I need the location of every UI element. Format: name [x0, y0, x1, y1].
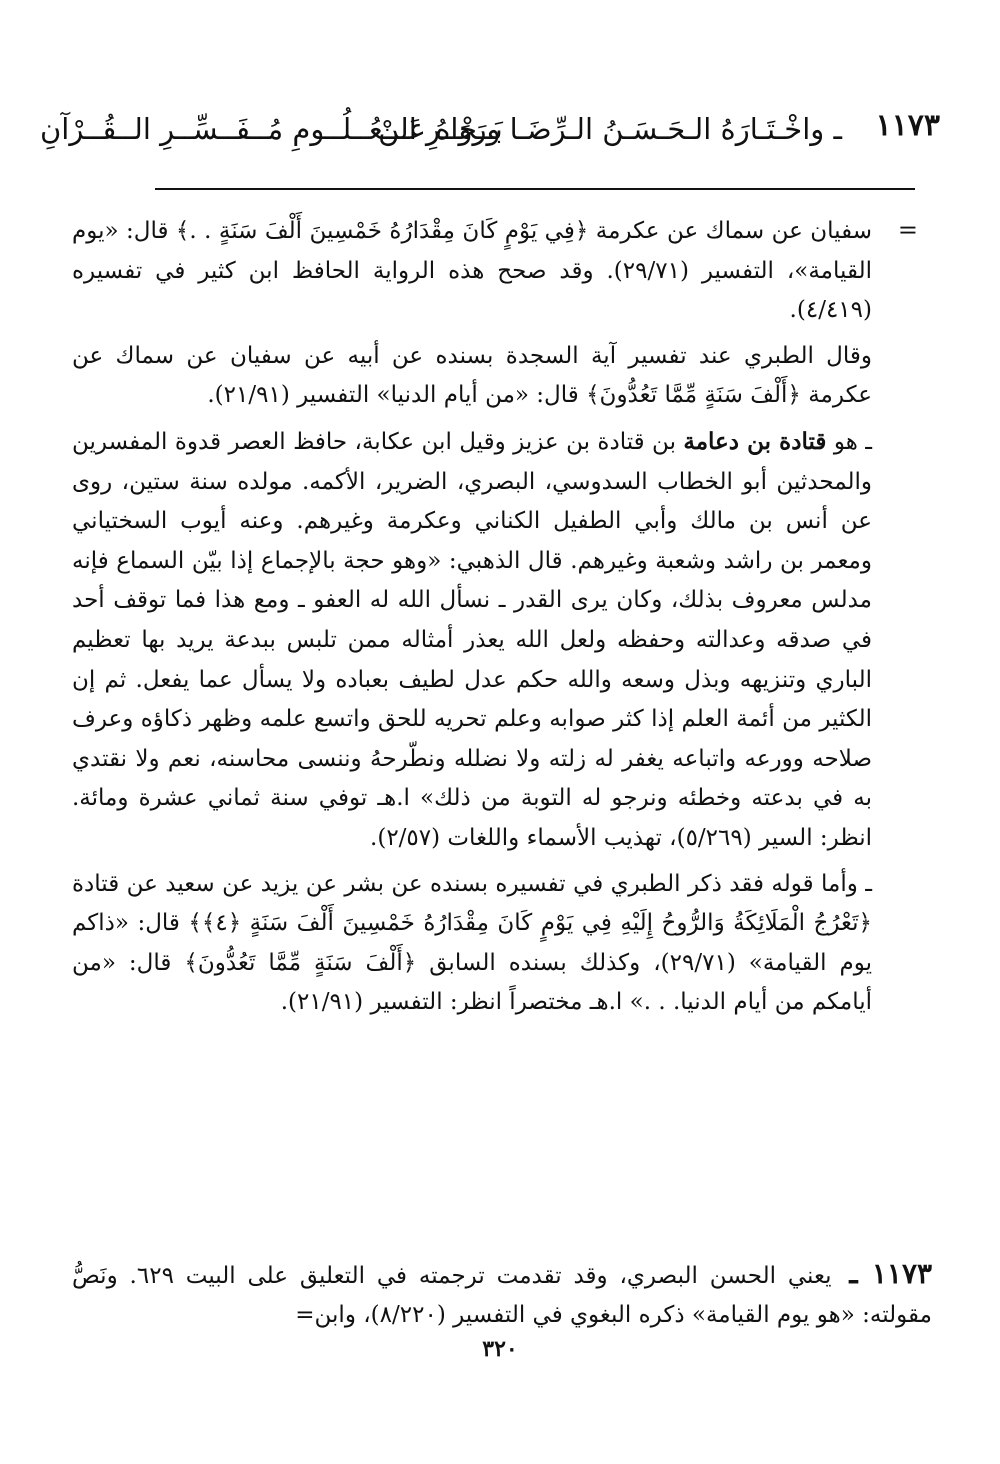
footnote-separator [155, 188, 915, 190]
commentary-paragraph: سفيان عن سماك عن عكرمة ﴿فِي يَوْمٍ كَانَ مِقْدَارُهُ خَمْسِينَ أَلْفَ سَنَةٍ . .﴾ قال: «يوم القيامة»، التفسير (٢٩/٧١). وقد صحح هذه الرواية الحافظ ابن كثير في تفسيره (٤/٤١٩). [72, 218, 872, 324]
verse-hemistich-left: بَــحْــرِ الــعُــلُــومِ مُــفَــسِّــرِ الــقُــرْآنِ [40, 112, 503, 146]
footnote [72, 1254, 932, 1335]
qatada-lead: ـ هو [833, 428, 872, 455]
qatada-name: قتادة بن دعامة [683, 427, 827, 455]
commentary-paragraph: ـ وأما قوله فقد ذكر الطبري في تفسيره بسنده عن بشر عن يزيد عن سعيد عن قتادة ﴿تَعْرُجُ الْمَلَائِكَةُ وَالرُّوحُ إِلَيْهِ فِي يَوْمٍ كَانَ مِقْدَارُهُ خَمْسِينَ أَلْفَ سَنَةٍ ﴿٤﴾﴾ قال: «ذاكم يوم القيامة» (٢٩/٧١)، وكذلك بسنده السابق ﴿أَلْفَ سَنَةٍ مِّمَّا تَعُدُّونَ﴾ قال: «من أيامكم من أيام الدنيا. . .» ا.هـ مختصراً انظر: التفسير (٢١/٩١). [72, 870, 873, 1016]
commentary-paragraph: وقال الطبري عند تفسير آية السجدة بسنده عن أبيه عن سفيان عن سماك عن عكرمة ﴿أَلْفَ سَنَةٍ مِّمَّا تَعُدُّونَ﴾ قال: «من أيام الدنيا» التفسير (٢١/٩١). [72, 342, 872, 409]
verse-number: ١١٧٣ [875, 108, 940, 143]
verse-hemistich-right: ـ واخْـتَـارَهُ الـحَـسَـنُ الـرِّضَـا ورَوَاهُ عَـنْ [378, 112, 842, 146]
qatada-biography [72, 422, 872, 859]
continuation-mark: = [897, 216, 918, 244]
qatada-text: بن قتادة بن عزيز وقيل ابن عكابة، حافظ العصر قدوة المفسرين والمحدثين أبو الخطاب السدوسي، البصري، الضرير، الأكمه. مولده سنة ستين، روى عن أنس بن مالك وأبي الطفيل الكناني وعكرمة وغيرهم. وعنه أيوب السختياني ومعمر بن راشد وشعبة وغيرهم. قال الذهبي: «وهو حجة بالإجماع إذا بيّن السماع فإنه مدلس معروف بذلك، وكان يرى القدر ـ نسأل الله له العفو ـ ومع هذا فما توقف أحد في صدقه وعدالته وحفظه ولعل الله يعذر أمثاله ممن تلبس ببدعة يريد بها تعظيم الباري وتنزيهه وبذل وسعه والله حكم عدل لطيف بعباده ولا يسأل عما يفعل. ثم إن الكثير من أئمة العلم إذا كثر صوابه وعلم تحريه للحق واتسع علمه وظهر ذكاؤه وعرف صلاحه وورعه واتباعه يغفر له زلته ولا نضلله ونطّرحهُ وننسى محاسنه، نعم ولا نقتدي به في بدعته وخطئه ونرجو له التوبة من ذلك» ا.هـ توفي سنة ثماني عشرة ومائة. انظر: السير (٥/٢٦٩)، تهذيب الأسماء واللغات (٢/٥٧). [72, 428, 872, 851]
footnote-number: ١١٧٣ ـ [849, 1257, 933, 1290]
footnote-text: يعني الحسن البصري، وقد تقدمت ترجمته في التعليق على البيت ٦٢٩. ونَصُّ مقولته: «هو يوم القيامة» ذكره البغوي في التفسير (٨/٢٢٠)، وابن= [72, 1263, 932, 1328]
verse-header [40, 108, 940, 168]
page-number: ٣٢٠ [482, 1336, 518, 1362]
commentary-body [72, 212, 872, 1029]
